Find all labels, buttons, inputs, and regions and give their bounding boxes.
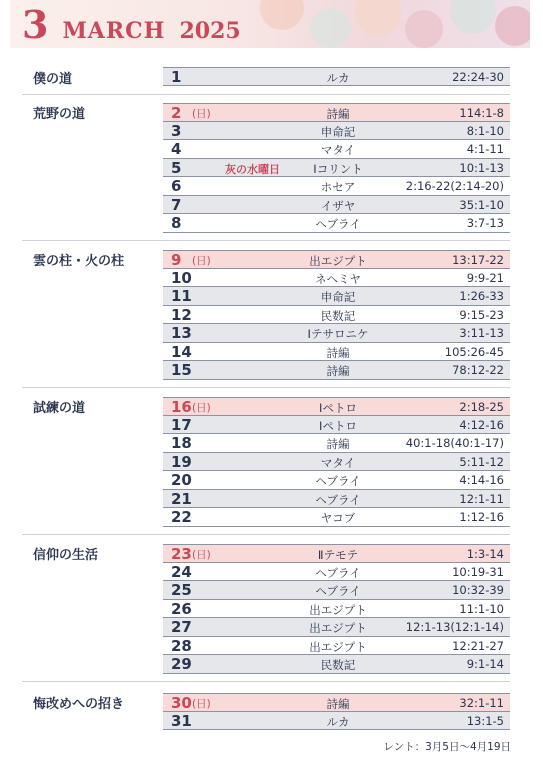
reading-row [163, 712, 510, 731]
reading-reference: 13:17-22 [452, 253, 504, 267]
reading-row [163, 453, 510, 472]
reading-book: Ⅰテサロニケ [307, 327, 369, 341]
reading-day: 8 [171, 214, 182, 232]
reading-book: Ⅱテモテ [317, 548, 359, 562]
reading-row [163, 269, 510, 288]
reading-reference: 3:11-13 [459, 326, 504, 340]
month-name: MARCH [62, 18, 166, 44]
reading-reference: 8:1-10 [466, 123, 504, 138]
reading-reference: 78:12-22 [452, 363, 504, 377]
section-divider [22, 681, 510, 682]
reading-row [163, 490, 510, 509]
reading-day: 30 [171, 694, 192, 712]
reading-reference: 1:26-33 [459, 289, 504, 303]
reading-day: 15 [171, 361, 192, 379]
reading-book: 出エジプト [309, 602, 367, 617]
reading-row [163, 416, 510, 435]
reading-row [163, 508, 510, 527]
section-divider [22, 534, 510, 535]
reading-book: マタイ [320, 455, 356, 470]
reading-reference: 2:16-22(2:14-20) [405, 179, 504, 193]
reading-day: 2 [171, 104, 182, 122]
week-label: 雲の柱・火の柱 [33, 254, 125, 269]
reading-reference: 12:1-11 [459, 491, 504, 506]
reading-day: 25 [171, 581, 192, 599]
reading-row [163, 637, 510, 656]
reading-book: 詩編 [326, 437, 350, 451]
reading-book: 出エジプト [309, 639, 367, 654]
reading-day: 12 [171, 305, 192, 324]
reading-day: 6 [171, 177, 182, 195]
reading-weekday: (日) [192, 108, 211, 120]
reading-day: 13 [171, 324, 192, 342]
reading-book: 申命記 [320, 290, 356, 304]
reading-reference: 10:19-31 [452, 564, 504, 579]
reading-reference: 2:18-25 [459, 400, 504, 414]
reading-row [163, 563, 510, 582]
reading-reference: 12:21-27 [452, 638, 504, 653]
reading-day: 31 [171, 711, 192, 730]
reading-day: 27 [171, 618, 192, 636]
week-label: 荒野の道 [33, 107, 86, 122]
reading-day: 3 [171, 121, 182, 140]
reading-weekday: (日) [192, 698, 211, 710]
reading-day: 5 [171, 158, 182, 177]
reading-row [163, 581, 510, 600]
reading-reference: 1:12-16 [459, 510, 504, 524]
reading-reference: 3:7-13 [466, 216, 504, 230]
reading-book: 詩編 [326, 697, 350, 711]
week-label: 悔改めへの招き [33, 697, 125, 712]
lent-period-note: レント：3月5日〜4月19日 [383, 741, 511, 753]
reading-row [163, 434, 510, 453]
year: 2025 [179, 18, 241, 44]
reading-book: Ⅰコリント [313, 161, 363, 176]
reading-book: ルカ [326, 71, 350, 85]
reading-book: 申命記 [320, 124, 356, 139]
reading-reference: 10:1-13 [459, 160, 504, 175]
reading-row [163, 343, 510, 362]
reading-day: 16 [171, 398, 192, 416]
reading-book: 詩編 [326, 345, 350, 360]
reading-day: 1 [171, 68, 182, 86]
reading-book: ヘブライ [315, 584, 361, 598]
reading-day: 24 [171, 562, 192, 581]
page-title [22, 2, 241, 46]
reading-row [163, 397, 510, 416]
reading-reference: 9:9-21 [466, 270, 504, 285]
reading-row [163, 324, 510, 343]
reading-book: ヘブライ [315, 474, 361, 488]
reading-row [163, 159, 510, 178]
reading-row [163, 103, 510, 122]
reading-reference: 13:1-5 [466, 713, 504, 728]
reading-book: イザヤ [320, 198, 356, 213]
reading-day: 28 [171, 636, 192, 655]
reading-reference: 10:32-39 [452, 583, 504, 597]
reading-day: 18 [171, 434, 192, 452]
reading-day: 23 [171, 545, 192, 563]
reading-book: 民数記 [320, 308, 356, 323]
reading-book: Ⅰペトロ [319, 401, 357, 415]
reading-day: 7 [171, 195, 182, 214]
reading-row [163, 67, 510, 86]
reading-row [163, 693, 510, 712]
reading-row [163, 471, 510, 490]
reading-day: 9 [171, 251, 182, 269]
reading-day: 29 [171, 655, 192, 673]
reading-book: ルカ [326, 714, 350, 729]
reading-reference: 105:26-45 [444, 344, 504, 359]
section-divider [22, 94, 510, 95]
reading-book: ネヘミヤ [315, 271, 361, 286]
reading-book: 出エジプト [309, 621, 367, 635]
reading-reference: 12:1-13(12:1-14) [405, 620, 504, 634]
week-label: 試練の道 [33, 401, 86, 416]
reading-reference: 5:11-12 [459, 454, 504, 469]
reading-book: マタイ [320, 143, 356, 157]
reading-day: 21 [171, 489, 192, 508]
reading-reference: 11:1-10 [459, 601, 504, 616]
reading-row [163, 140, 510, 159]
reading-reference: 9:15-23 [459, 307, 504, 322]
reading-day: 20 [171, 471, 192, 489]
reading-note: 灰の水曜日 [225, 162, 280, 176]
section-divider [22, 387, 510, 388]
section-divider [22, 240, 510, 241]
reading-row [163, 122, 510, 141]
reading-row [163, 177, 510, 196]
reading-row [163, 196, 510, 215]
reading-day: 26 [171, 599, 192, 618]
reading-reference: 22:24-30 [452, 70, 504, 84]
reading-row [163, 600, 510, 619]
reading-row [163, 618, 510, 637]
week-label: 信仰の生活 [33, 548, 99, 563]
reading-day: 22 [171, 508, 192, 526]
reading-row [163, 361, 510, 380]
reading-book: 詩編 [326, 364, 350, 378]
reading-book: ヤコブ [320, 511, 356, 525]
reading-book: 詩編 [326, 107, 350, 121]
reading-day: 10 [171, 268, 192, 287]
reading-day: 11 [171, 287, 192, 305]
reading-reference: 32:1-11 [459, 696, 504, 710]
reading-book: 民数記 [320, 658, 356, 672]
reading-row [163, 214, 510, 233]
reading-day: 19 [171, 452, 192, 471]
reading-weekday: (日) [192, 549, 211, 561]
reading-weekday: (日) [192, 402, 211, 414]
reading-row [163, 287, 510, 306]
reading-book: ヘブライ [315, 217, 361, 231]
reading-day: 17 [171, 415, 192, 434]
reading-row [163, 250, 510, 269]
reading-reference: 4:12-16 [459, 417, 504, 432]
reading-day: 14 [171, 342, 192, 361]
reading-reference: 4:14-16 [459, 473, 504, 487]
reading-reference: 4:1-11 [466, 142, 504, 156]
month-number: 3 [22, 2, 49, 47]
reading-book: ホセア [320, 180, 356, 194]
reading-weekday: (日) [192, 255, 211, 267]
reading-reference: 9:1-14 [466, 657, 504, 671]
reading-reference: 114:1-8 [459, 106, 504, 120]
reading-book: ヘブライ [315, 492, 361, 507]
reading-day: 4 [171, 140, 182, 158]
reading-book: Ⅰペトロ [319, 418, 357, 433]
reading-reference: 35:1-10 [459, 197, 504, 212]
reading-row [163, 544, 510, 563]
reading-row [163, 655, 510, 674]
reading-book: 出エジプト [309, 254, 367, 268]
week-label: 僕の道 [33, 72, 73, 87]
reading-book: ヘブライ [315, 565, 361, 580]
reading-row [163, 306, 510, 325]
reading-reference: 40:1-18(40:1-17) [405, 436, 504, 450]
reading-reference: 1:3-14 [466, 547, 504, 561]
